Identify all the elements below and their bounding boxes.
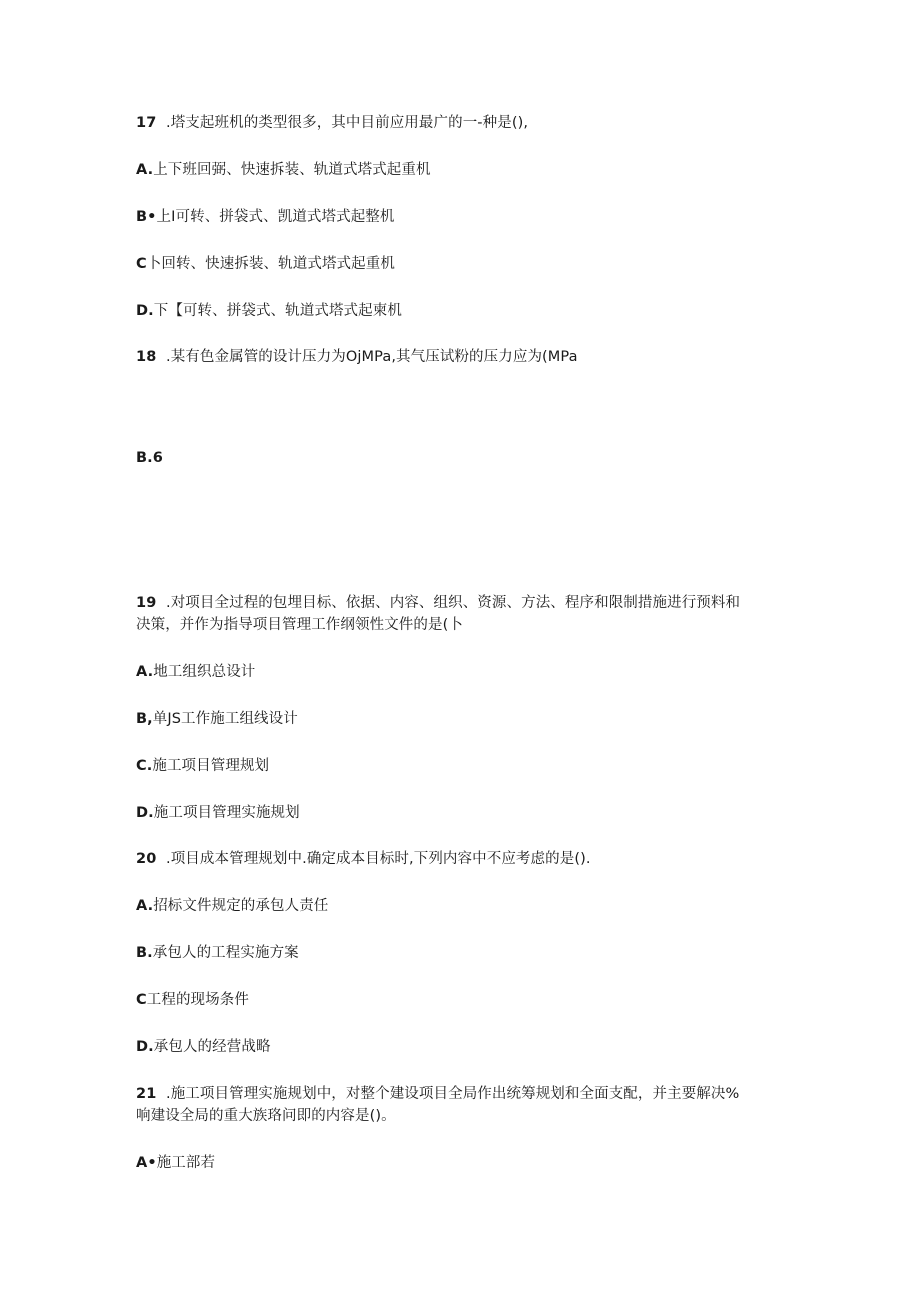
option-letter: B.	[136, 945, 153, 961]
option-text: 地工组织总设计	[153, 664, 256, 680]
option-text: 施工部若	[156, 1155, 216, 1171]
option-19-b	[136, 708, 796, 730]
option-letter: B•	[136, 209, 157, 225]
question-number: 17	[136, 115, 157, 131]
option-letter: D.	[136, 1039, 154, 1055]
option-text: 施工项目管理规划	[152, 758, 270, 774]
option-20-c	[136, 989, 796, 1011]
option-letter: C	[136, 256, 147, 272]
option-19-d	[136, 802, 796, 824]
option-letter: C	[136, 992, 147, 1008]
option-17-d	[136, 300, 796, 322]
option-letter: A•	[136, 1155, 157, 1171]
option-letter: C.	[136, 758, 153, 774]
question-18	[136, 346, 796, 368]
question-21-cont	[136, 1105, 796, 1127]
option-21-a	[136, 1152, 796, 1174]
option-text: 6	[152, 450, 163, 466]
option-text: 招标文件规定的承包人责任	[153, 898, 329, 914]
option-text: 单JS工作施工组线设计	[152, 711, 298, 727]
question-19	[136, 592, 796, 614]
option-18-b	[136, 447, 796, 469]
option-19-a	[136, 661, 796, 683]
question-number: 21	[136, 1086, 157, 1102]
question-text: .项目成本管理规划中.确定成本目标时,下列内容中不应考虑的是().	[166, 851, 591, 867]
option-letter: A.	[136, 664, 154, 680]
option-letter: B,	[136, 711, 153, 727]
question-text-line2: 决策，并作为指导项目管理工作纲领性文件的是(卜	[136, 617, 463, 633]
option-19-c	[136, 755, 796, 777]
question-number: 18	[136, 349, 157, 365]
question-text-line1: .对项目全过程的包埋目标、依据、内容、组织、资源、方法、程序和限制措施进行预料和	[166, 595, 741, 611]
option-17-c	[136, 253, 796, 275]
option-text: 施工项目管理实施规划	[153, 805, 300, 821]
option-letter: D.	[136, 805, 154, 821]
question-text: .塔支起班机的类型很多，其中目前应用最广的一-种是(),	[166, 115, 529, 131]
option-20-b	[136, 942, 796, 964]
option-text: 下【可转、拼袋式、轨道式塔式起柬机	[153, 303, 402, 319]
option-letter: A.	[136, 162, 154, 178]
option-17-b	[136, 206, 796, 228]
question-20	[136, 848, 796, 870]
option-letter: A.	[136, 898, 154, 914]
option-text: 工程的现场条件	[146, 992, 249, 1008]
question-number: 19	[136, 595, 157, 611]
question-number: 20	[136, 851, 157, 867]
option-20-d	[136, 1036, 796, 1058]
option-text: 上下班回弼、快速拆装、轨道式塔式起重机	[153, 162, 431, 178]
question-text-line1: .施工项目管理实施规划中，对整个建设项目全局作出统筹规划和全面支配，并主要解决%	[166, 1086, 740, 1102]
option-letter: D.	[136, 303, 154, 319]
question-19-cont	[136, 614, 796, 636]
option-text: 上I可转、拼袋式、凯道式塔式起整机	[156, 209, 395, 225]
question-text: .某有色金属管的设计压力为OjMPa,其气压试粉的压力应为(MPa	[166, 349, 578, 365]
option-17-a	[136, 159, 796, 181]
option-text: 承包人的工程实施方案	[152, 945, 299, 961]
option-text: 卜回转、快速拆装、轨道式塔式起重机	[146, 256, 395, 272]
question-text-line2: 响建设全局的重大族珞问即的内容是()。	[136, 1108, 396, 1124]
question-21	[136, 1083, 796, 1105]
question-17	[136, 112, 796, 134]
option-20-a	[136, 895, 796, 917]
option-letter: B.	[136, 450, 153, 466]
option-text: 承包人的经营战略	[153, 1039, 271, 1055]
